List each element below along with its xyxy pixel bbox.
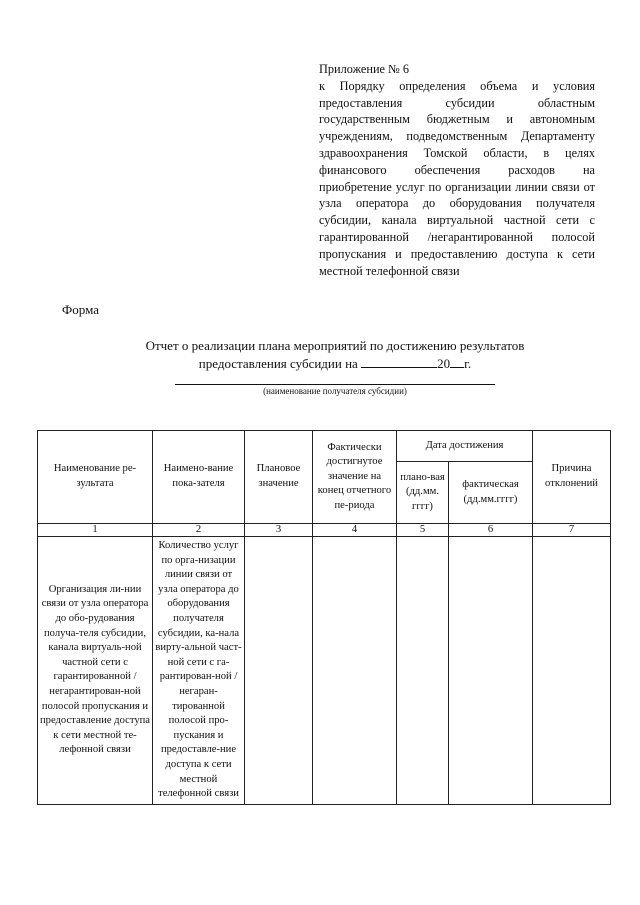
column-number: 1	[38, 524, 153, 537]
header-indicator-name: Наимено-вание пока-зателя	[153, 431, 245, 524]
planned-date-cell[interactable]	[397, 537, 449, 805]
header-deviation-reason: Причина отклонений	[533, 431, 611, 524]
report-table	[37, 430, 611, 805]
column-number: 2	[153, 524, 245, 537]
report-title-line1: Отчет о реализации плана мероприятий по достижению результатов	[145, 338, 525, 353]
column-number: 3	[245, 524, 313, 537]
year-prefix: 20	[437, 356, 451, 371]
column-number: 4	[313, 524, 397, 537]
form-label: Форма	[62, 302, 99, 317]
actual-date-cell[interactable]	[449, 537, 533, 805]
report-title	[100, 337, 570, 373]
column-number: 5	[397, 524, 449, 537]
table-row	[38, 537, 611, 805]
result-cell: Организация ли-нии связи от узла оператора до обо-рудования получа-теля субсидии, канала виртуаль-ной частной сети с гарантированной /негарантирован-ной полосой пропускания и предоставление доступа к сети местной те-лефонной связи	[38, 537, 153, 805]
column-number-row	[38, 524, 611, 537]
year-blank-line	[450, 355, 464, 368]
report-title-prefix: предоставления субсидии на	[198, 356, 358, 371]
planned-value-cell[interactable]	[245, 537, 313, 805]
date-blank-line	[361, 355, 437, 368]
report-title-line2	[100, 355, 570, 373]
header-planned-date: плано-вая (дд.мм. гггг)	[397, 462, 449, 524]
appendix-block	[319, 61, 595, 279]
header-row-1	[38, 431, 611, 462]
column-number: 7	[533, 524, 611, 537]
header-achievement-date: Дата достижения	[397, 431, 533, 462]
year-suffix: г.	[464, 356, 472, 371]
actual-value-cell[interactable]	[313, 537, 397, 805]
appendix-title: Приложение № 6	[319, 62, 410, 76]
indicator-cell: Количество услуг по орга-низации линии связи от узла оператора до оборудования получателя субсидии, ка-нала вирту-альной част-ной сети с га-рантирован-ной /негаран-тированной полосой про-пускания и предоставле-ние доступа к сети местной телефонной связи	[153, 537, 245, 805]
appendix-body: к Порядку определения объема и условия предоставления субсидии областным государственным бюджетным и автономным учреждениям, подведомственным Департаменту здравоохранения Томской области, в целях финансового обеспечения расходов на приобретение услуг по организации линии связи от узла оператора до оборудования получателя субсидии, канала виртуальной частной сети с гарантированной /негарантированной полосой пропускания и предоставлению доступа к сети местной телефонной связи	[319, 78, 595, 278]
recipient-line	[175, 384, 495, 385]
header-actual-value: Фактически достигнутое значение на конец отчетного пе-риода	[313, 431, 397, 524]
recipient-caption: (наименование получателя субсидии)	[263, 386, 407, 396]
column-number: 6	[449, 524, 533, 537]
header-planned-value: Плановое значение	[245, 431, 313, 524]
header-actual-date: фактическая (дд.мм.гггг)	[449, 462, 533, 524]
deviation-reason-cell[interactable]	[533, 537, 611, 805]
header-result-name: Наименование ре-зультата	[38, 431, 153, 524]
